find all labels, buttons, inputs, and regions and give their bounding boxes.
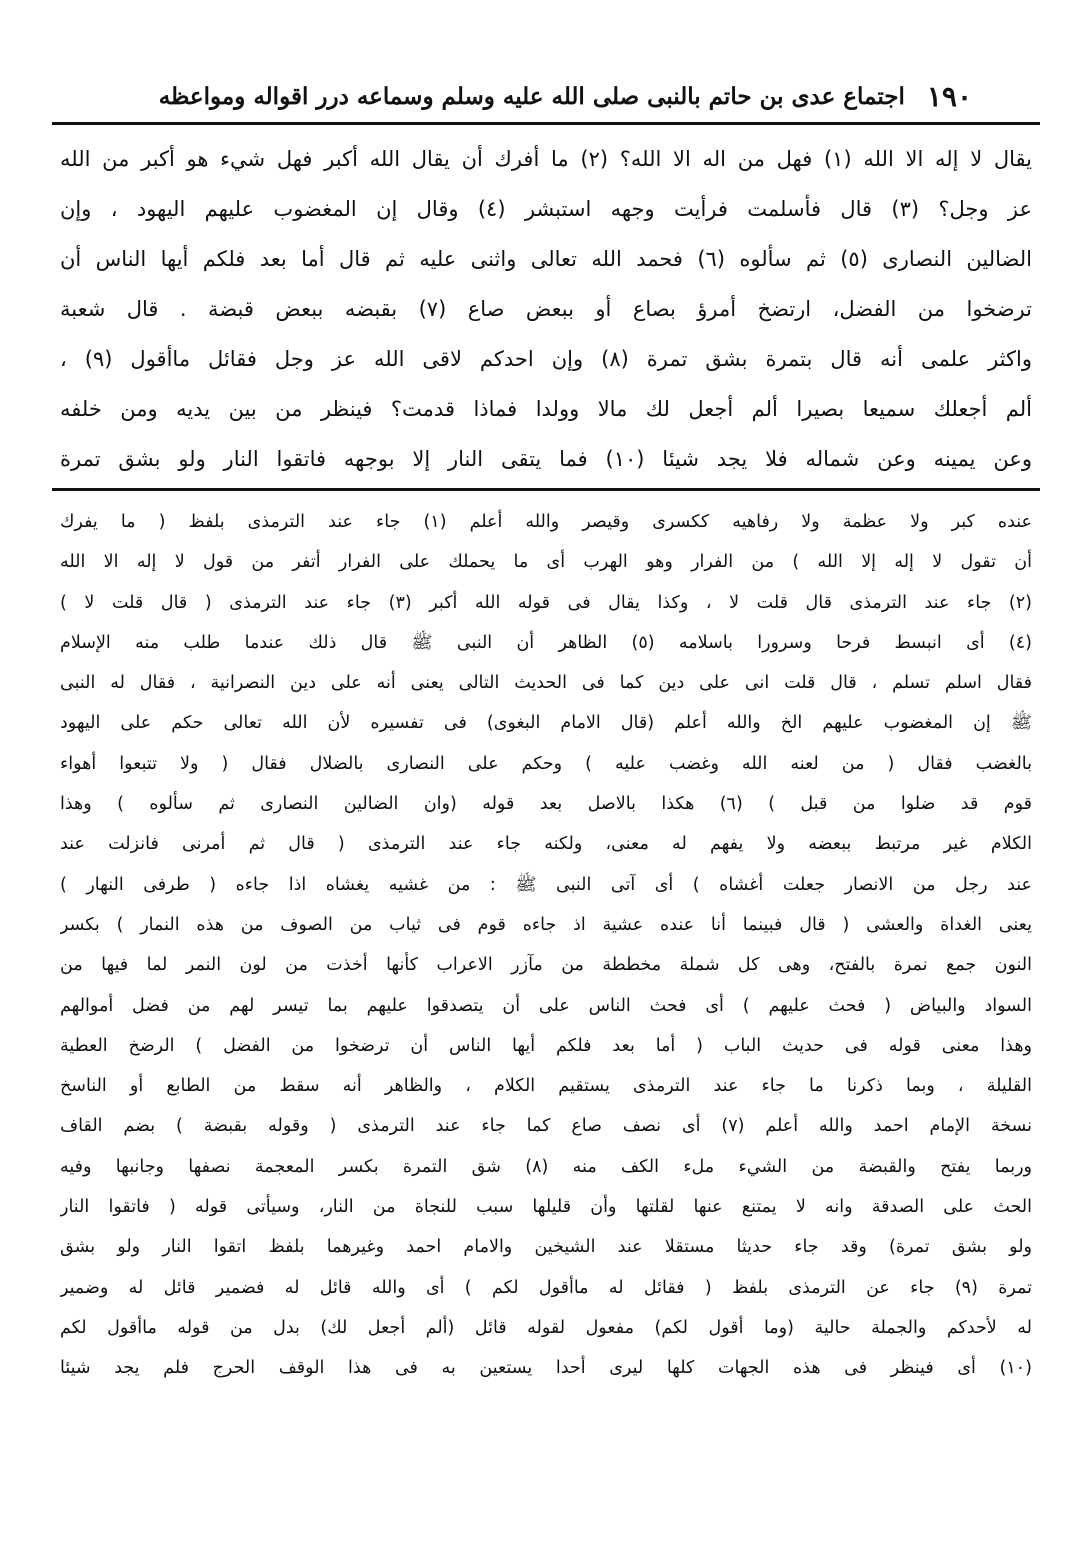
footnote-line: أن تقول لا إله إلا الله ) من الفرار وهو الهرب أى ما يحملك على الفرار أتفر من قول لا إله الا الله bbox=[60, 552, 1032, 573]
footnote-line: السواد والبياض ( فحث عليهم ) أى فحث الناس على أن يتصدقوا عليهم بما تيسر لهم من فضل أموالهم bbox=[60, 995, 1032, 1016]
footnote-line: عند رجل من الانصار جعلت أغشاه ) أى آتى النبى ﷺ : من غشيه يغشاه اذا جاءه ( طرفى النهار ) bbox=[60, 874, 1032, 895]
footnote-line: الحث على الصدقة وانه لا يمتنع عنها لقلتها وأن قليلها سبب للنجاة من النار، وسيأتى قوله ( فاتقوا النار bbox=[60, 1197, 1032, 1218]
footnote-line: (٤) أى انبسط فرحا وسرورا باسلامه (٥) الظاهر أن النبى ﷺ قال ذلك عندما طلب منه الإسلام bbox=[60, 632, 1032, 653]
header-divider bbox=[52, 122, 1040, 125]
footnotes bbox=[60, 502, 1032, 1389]
hadith-line: يقال لا إله الا الله (١) فهل من اله الا الله؟ (٢) ما أفرك أن يقال الله أكبر فهل شيء هو أكبر من الله bbox=[60, 147, 1032, 171]
hadith-text bbox=[60, 134, 1032, 484]
footnote-line: تمرة (٩) جاء عن الترمذى بلفظ ( فقائل له ماأقول لكم ) أى والله قائل له فضمير قائل له وضمير bbox=[60, 1277, 1032, 1298]
footnote-line: بالغضب فقال ( من لعنه الله وغضب عليه ) وحكم على النصارى بالضلال فقال ( ولا تتبعوا أهواء bbox=[60, 753, 1032, 774]
page-header bbox=[120, 76, 972, 116]
page-number: ١٩٠ bbox=[926, 79, 972, 113]
hadith-line: عز وجل؟ (٣) قال فأسلمت فرأيت وجهه استبشر (٤) وقال إن المغضوب عليهم اليهود ، وإن bbox=[60, 197, 1032, 221]
footnote-line: عنده كبر ولا عظمة ولا رفاهيه ككسرى وقيصر والله أعلم (١) جاء عند الترمذى بلفظ ( ما يفرك bbox=[60, 512, 1032, 532]
footnote-line: نسخة الإمام احمد والله أعلم (٧) أى نصف صاع كما جاء عند الترمذى ( وقوله بقبضة ) بضم القاف bbox=[60, 1116, 1032, 1137]
footnote-line: ولو بشق تمرة) وقد جاء حديثا مستقلا عند الشيخين والامام احمد وغيرهما بلفظ اتقوا النار ولو بشق bbox=[60, 1237, 1032, 1258]
footnote-line: قوم قد ضلوا من قبل ) (٦) هكذا بالاصل بعد قوله (وان الضالين النصارى ثم سألوه ) وهذا bbox=[60, 794, 1032, 815]
footnote-line: (١٠) أى فينظر فى هذه الجهات كلها ليرى أحدا يستعين به فى هذا الوقف الحرج فلم يجد شيئا bbox=[60, 1358, 1032, 1379]
hadith-line: ألم أجعلك سميعا بصيرا ألم أجعل لك مالا وولدا فماذا قدمت؟ فينظر من بين يديه ومن خلفه bbox=[60, 397, 1032, 421]
footnote-line: ﷺ إن المغضوب عليهم الخ والله أعلم (قال الامام البغوى) فى تفسيره لأن الله تعالى حكم على اليهود bbox=[60, 713, 1032, 734]
hadith-line: الضالين النصارى (٥) ثم سألوه (٦) فحمد الله تعالى واثنى عليه ثم قال أما بعد فلكم أيها الناس أن bbox=[60, 247, 1032, 271]
footnote-line: الكلام غير مرتبط ببعضه ولا يفهم له معنى، ولكنه جاء عند الترمذى ( قال ثم أمرنى فانزلت عند bbox=[60, 834, 1032, 855]
hadith-line: واكثر علمى أنه قال بتمرة بشق تمرة (٨) وإن احدكم لاقى الله عز وجل فقائل ماأقول (٩) ، bbox=[60, 347, 1032, 371]
footnote-divider bbox=[52, 488, 1040, 491]
running-title: اجتماع عدى بن حاتم بالنبى صلى الله عليه وسلم وسماعه درر اقواله ومواعظه bbox=[158, 82, 905, 110]
footnote-line: له لأحدكم والجملة حالية (وما أقول لكم) مفعول لقوله قائل (ألم أجعل لك) بدل من قوله ماأقول لكم bbox=[60, 1317, 1032, 1338]
footnote-line: القليلة ، وبما ذكرنا ما جاء عند الترمذى يستقيم الكلام ، والظاهر أنه سقط من الطابع أو الناسخ bbox=[60, 1076, 1032, 1097]
hadith-line: وعن يمينه وعن شماله فلا يجد شيئا (١٠) فما يتقى النار إلا بوجهه فاتقوا النار ولو بشق تمرة bbox=[60, 447, 1032, 471]
footnote-line: وربما يفتح والقبضة من الشيء ملء الكف منه (٨) شق التمرة بكسر المعجمة نصفها وجانبها وفيه bbox=[60, 1156, 1032, 1177]
footnote-line: النون جمع نمرة بالفتح، وهى كل شملة مخططة من مآزر الاعراب كأنها أخذت من لون النمر لما فيها من bbox=[60, 955, 1032, 976]
hadith-line: ترضخوا من الفضل، ارتضخ أمرؤ بصاع أو ببعض صاع (٧) بقبضه ببعض قبضة . قال شعبة bbox=[60, 297, 1032, 321]
footnote-line: يعنى الغداة والعشى ( قال فبينما أنا عنده عشية اذ جاءه قوم فى ثياب من الصوف من هذه النمار ) بكسر bbox=[60, 914, 1032, 935]
footnote-line: فقال اسلم تسلم ، قال قلت انى على دين كما فى الحديث التالى يعنى أنه على دين النصرانية ، فقال له النبى bbox=[60, 673, 1032, 694]
footnote-line: وهذا معنى قوله فى حديث الباب ( أما بعد فلكم أيها الناس أن ترضخوا من الفضل ) الرضخ العطية bbox=[60, 1035, 1032, 1056]
footnote-line: (٢) جاء عند الترمذى قال قلت لا ، وكذا يقال فى قوله الله أكبر (٣) جاء عند الترمذى ( قال قلت لا ) bbox=[60, 592, 1032, 613]
